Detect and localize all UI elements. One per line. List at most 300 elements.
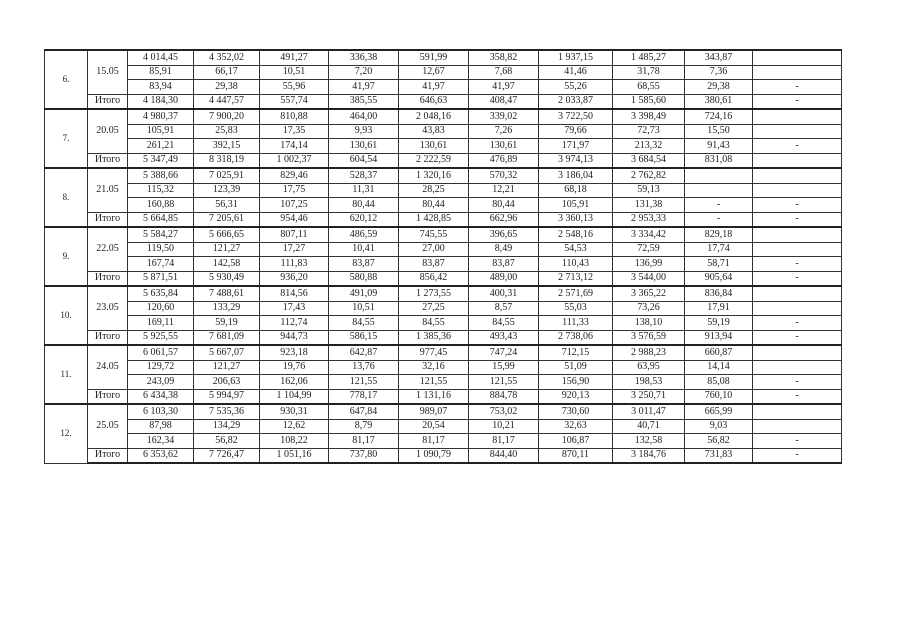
table-cell: 130,61 [469,139,539,154]
total-cell: 493,43 [469,330,539,345]
table-cell: 41,97 [399,80,469,95]
table-cell: 11,31 [329,183,399,198]
table-cell: 491,27 [260,50,329,65]
total-row [45,153,842,168]
table-cell: 29,38 [685,80,753,95]
table-cell: 7 535,36 [194,404,260,419]
total-cell: 905,64 [685,271,753,286]
table-cell: 665,99 [685,404,753,419]
table-row [45,183,842,198]
total-row [45,330,842,345]
total-cell: - [753,94,842,109]
table-cell: 3 722,50 [539,109,613,124]
table-cell: 7 488,61 [194,286,260,301]
table-cell: 66,17 [194,65,260,80]
data-table [44,49,842,464]
table-cell: 10,21 [469,419,539,434]
total-row [45,271,842,286]
group-number: 9. [45,227,88,286]
table-cell: 12,21 [469,183,539,198]
table-cell: 31,78 [613,65,685,80]
table-cell: 129,72 [128,360,194,375]
table-cell [753,50,842,65]
table-cell: 105,91 [539,198,613,213]
table-cell [753,183,842,198]
total-cell: 5 925,55 [128,330,194,345]
table-cell: 814,56 [260,286,329,301]
table-cell: 570,32 [469,168,539,183]
table-cell: 156,90 [539,375,613,390]
table-cell: 491,09 [329,286,399,301]
table-cell [753,404,842,419]
total-cell: 1 051,16 [260,448,329,463]
table-cell: 4 352,02 [194,50,260,65]
total-label: Итого [88,448,128,463]
table-row [45,375,842,390]
total-cell: 557,74 [260,94,329,109]
total-cell: 2 033,87 [539,94,613,109]
group-number: 8. [45,168,88,227]
total-cell: 646,63 [399,94,469,109]
table-row [45,168,842,183]
total-cell: 2 713,12 [539,271,613,286]
total-cell: 2 953,33 [613,212,685,227]
total-cell: 6 353,62 [128,448,194,463]
table-cell [753,109,842,124]
table-cell: 2 988,23 [613,345,685,360]
table-cell: 4 014,45 [128,50,194,65]
table-cell: 43,83 [399,124,469,139]
total-cell: 936,20 [260,271,329,286]
table-row [45,404,842,419]
table-cell: 80,44 [469,198,539,213]
total-cell: 6 434,38 [128,389,194,404]
table-cell: 810,88 [260,109,329,124]
total-cell: 7 726,47 [194,448,260,463]
table-cell: 85,08 [685,375,753,390]
table-cell: 807,11 [260,227,329,242]
table-cell: 8,49 [469,242,539,257]
table-row [45,80,842,95]
table-cell: 81,17 [399,434,469,449]
table-cell: 123,39 [194,183,260,198]
table-cell: 51,09 [539,360,613,375]
total-cell: 8 318,19 [194,153,260,168]
group-number: 11. [45,345,88,404]
table-cell: 17,43 [260,301,329,316]
table-cell: 829,46 [260,168,329,183]
total-cell: 731,83 [685,448,753,463]
table-cell: 17,91 [685,301,753,316]
table-row [45,227,842,242]
total-cell: 3 974,13 [539,153,613,168]
table-cell: 121,55 [329,375,399,390]
table-cell: - [753,434,842,449]
table-cell: 55,26 [539,80,613,95]
table-cell: 15,50 [685,124,753,139]
total-cell: 7 681,09 [194,330,260,345]
table-cell: 83,87 [329,257,399,272]
table-cell: 106,87 [539,434,613,449]
total-cell: 604,54 [329,153,399,168]
table-cell: 136,99 [613,257,685,272]
table-cell: 528,37 [329,168,399,183]
table-cell: 17,35 [260,124,329,139]
table-row [45,434,842,449]
table-cell: - [753,198,842,213]
group-number: 12. [45,404,88,463]
total-label: Итого [88,212,128,227]
total-cell [753,153,842,168]
table-cell: 1 320,16 [399,168,469,183]
table-cell: 747,24 [469,345,539,360]
table-cell: 9,03 [685,419,753,434]
table-cell: 84,55 [399,316,469,331]
total-cell: 920,13 [539,389,613,404]
table-cell: 56,82 [685,434,753,449]
table-cell: 730,60 [539,404,613,419]
table-cell: 7,36 [685,65,753,80]
table-cell: 68,18 [539,183,613,198]
table-row [45,257,842,272]
table-cell: 392,15 [194,139,260,154]
table-cell: 81,17 [469,434,539,449]
total-cell: 1 585,60 [613,94,685,109]
table-cell: 9,93 [329,124,399,139]
table-cell: 59,13 [613,183,685,198]
table-cell: - [753,139,842,154]
table-cell: 68,55 [613,80,685,95]
group-date: 23.05 [88,286,128,330]
total-cell: - [753,389,842,404]
table-cell: 131,38 [613,198,685,213]
total-cell: 5 347,49 [128,153,194,168]
table-cell: 56,82 [194,434,260,449]
table-cell: - [753,257,842,272]
table-cell: 10,51 [260,65,329,80]
table-cell [753,242,842,257]
table-cell: 54,53 [539,242,613,257]
total-cell: 3 360,13 [539,212,613,227]
table-cell: 1 485,27 [613,50,685,65]
group-number: 6. [45,50,88,109]
total-cell: 870,11 [539,448,613,463]
table-cell [685,183,753,198]
table-cell: 836,84 [685,286,753,301]
table-cell: 17,27 [260,242,329,257]
table-row [45,124,842,139]
table-cell: 6 103,30 [128,404,194,419]
total-row [45,94,842,109]
table-cell: 14,14 [685,360,753,375]
table-cell: 10,41 [329,242,399,257]
table-cell: 110,43 [539,257,613,272]
total-cell: 884,78 [469,389,539,404]
table-cell: 112,74 [260,316,329,331]
table-cell: 73,26 [613,301,685,316]
table-cell: 108,22 [260,434,329,449]
total-cell: 913,94 [685,330,753,345]
table-cell: 17,74 [685,242,753,257]
table-cell: 5 666,65 [194,227,260,242]
table-cell: - [685,198,753,213]
table-cell: 1 937,15 [539,50,613,65]
table-cell: 84,55 [469,316,539,331]
table-cell: 174,14 [260,139,329,154]
table-row [45,345,842,360]
total-cell: 580,88 [329,271,399,286]
table-cell: 55,03 [539,301,613,316]
table-cell: 72,73 [613,124,685,139]
group-date: 15.05 [88,50,128,94]
total-cell: 1 428,85 [399,212,469,227]
table-cell: 339,02 [469,109,539,124]
table-cell: 119,50 [128,242,194,257]
table-row [45,419,842,434]
table-cell [685,168,753,183]
group-date: 20.05 [88,109,128,153]
table-cell: 12,62 [260,419,329,434]
table-cell: 591,99 [399,50,469,65]
table-cell: 3 334,42 [613,227,685,242]
table-cell [753,345,842,360]
total-label: Итого [88,330,128,345]
table-cell: 358,82 [469,50,539,65]
total-cell: - [753,330,842,345]
table-cell: 32,63 [539,419,613,434]
total-cell: 954,46 [260,212,329,227]
total-cell: 7 205,61 [194,212,260,227]
table-cell: 3 186,04 [539,168,613,183]
table-cell: 13,76 [329,360,399,375]
table-cell: 3 398,49 [613,109,685,124]
table-cell: 343,87 [685,50,753,65]
table-cell: 107,25 [260,198,329,213]
total-label: Итого [88,94,128,109]
table-row [45,301,842,316]
table-cell: 56,31 [194,198,260,213]
table-cell: 138,10 [613,316,685,331]
total-cell: 778,17 [329,389,399,404]
total-cell: 5 994,97 [194,389,260,404]
table-cell: 28,25 [399,183,469,198]
table-cell: 83,94 [128,80,194,95]
table-cell: 464,00 [329,109,399,124]
table-cell: 121,55 [399,375,469,390]
table-cell [753,419,842,434]
table-cell: 660,87 [685,345,753,360]
table-cell: 132,58 [613,434,685,449]
total-cell: 831,08 [685,153,753,168]
table-cell: 27,00 [399,242,469,257]
total-cell: 3 544,00 [613,271,685,286]
table-cell: 7,20 [329,65,399,80]
table-cell: 213,32 [613,139,685,154]
total-cell: 4 447,57 [194,94,260,109]
total-cell: 662,96 [469,212,539,227]
table-cell: 7 900,20 [194,109,260,124]
table-cell [753,227,842,242]
total-cell: 380,61 [685,94,753,109]
table-cell: 83,87 [399,257,469,272]
total-cell: 3 576,59 [613,330,685,345]
total-row [45,448,842,463]
table-cell: 81,17 [329,434,399,449]
table-cell: 647,84 [329,404,399,419]
table-cell [753,286,842,301]
table-body [45,50,842,463]
group-date: 21.05 [88,168,128,212]
table-cell [753,65,842,80]
table-cell: 162,34 [128,434,194,449]
table-cell: 5 635,84 [128,286,194,301]
table-cell: 72,59 [613,242,685,257]
table-cell: 8,57 [469,301,539,316]
table-cell: 169,11 [128,316,194,331]
table-cell: - [753,375,842,390]
table-cell: 17,75 [260,183,329,198]
table-cell: 2 548,16 [539,227,613,242]
total-cell: 2 738,06 [539,330,613,345]
table-row [45,50,842,65]
total-cell: 1 131,16 [399,389,469,404]
table-cell: 121,27 [194,242,260,257]
table-cell: 7 025,91 [194,168,260,183]
table-row [45,198,842,213]
table-cell: 753,02 [469,404,539,419]
table-cell: 829,18 [685,227,753,242]
table-cell: 32,16 [399,360,469,375]
total-cell: - [753,271,842,286]
total-row [45,212,842,227]
table-cell: 85,91 [128,65,194,80]
table-cell [753,124,842,139]
table-cell: 336,38 [329,50,399,65]
total-cell: 5 664,85 [128,212,194,227]
total-cell: 944,73 [260,330,329,345]
table-cell: 486,59 [329,227,399,242]
table-cell: 10,51 [329,301,399,316]
table-cell: - [753,316,842,331]
total-cell: 1 104,99 [260,389,329,404]
table-cell: 91,43 [685,139,753,154]
table-cell: 121,55 [469,375,539,390]
table-cell: 134,29 [194,419,260,434]
table-cell: 27,25 [399,301,469,316]
group-date: 25.05 [88,404,128,448]
table-row [45,286,842,301]
table-row [45,242,842,257]
table-cell: 115,32 [128,183,194,198]
table-cell: 5 584,27 [128,227,194,242]
table-cell: 8,79 [329,419,399,434]
total-cell: 3 684,54 [613,153,685,168]
table-cell: 989,07 [399,404,469,419]
total-cell: - [685,212,753,227]
total-cell: 385,55 [329,94,399,109]
table-cell [753,168,842,183]
table-cell: 80,44 [329,198,399,213]
table-cell: 120,60 [128,301,194,316]
table-row [45,360,842,375]
table-cell: 41,46 [539,65,613,80]
table-cell: 400,31 [469,286,539,301]
table-cell: 206,63 [194,375,260,390]
table-cell: 243,09 [128,375,194,390]
total-cell: - [753,448,842,463]
table-cell: 5 388,66 [128,168,194,183]
table-cell: 745,55 [399,227,469,242]
table-cell: 105,91 [128,124,194,139]
total-cell: 1 090,79 [399,448,469,463]
table-cell: 162,06 [260,375,329,390]
table-cell: 7,26 [469,124,539,139]
table-cell: 7,68 [469,65,539,80]
table-cell: 2 571,69 [539,286,613,301]
total-cell: 476,89 [469,153,539,168]
table-cell: 977,45 [399,345,469,360]
table-cell: 6 061,57 [128,345,194,360]
group-number: 7. [45,109,88,168]
table-cell: 3 011,47 [613,404,685,419]
total-cell: 3 184,76 [613,448,685,463]
total-cell: 2 222,59 [399,153,469,168]
table-cell: 1 273,55 [399,286,469,301]
table-cell: 40,71 [613,419,685,434]
table-cell: 41,97 [469,80,539,95]
table-cell: 41,97 [329,80,399,95]
table-cell: 712,15 [539,345,613,360]
group-date: 22.05 [88,227,128,271]
table-cell: 55,96 [260,80,329,95]
total-cell: 489,00 [469,271,539,286]
total-cell: 620,12 [329,212,399,227]
table-cell [753,360,842,375]
total-cell: 408,47 [469,94,539,109]
table-cell: 2 048,16 [399,109,469,124]
table-cell: 930,31 [260,404,329,419]
table-cell: 59,19 [685,316,753,331]
table-cell: 111,83 [260,257,329,272]
table-cell: 198,53 [613,375,685,390]
total-label: Итого [88,153,128,168]
total-cell: 856,42 [399,271,469,286]
total-cell: 5 930,49 [194,271,260,286]
table-cell: 130,61 [329,139,399,154]
total-cell: 4 184,30 [128,94,194,109]
total-label: Итого [88,389,128,404]
table-cell: 724,16 [685,109,753,124]
total-cell: 5 871,51 [128,271,194,286]
table-cell: 396,65 [469,227,539,242]
table-cell: 84,55 [329,316,399,331]
total-cell: 1 385,36 [399,330,469,345]
total-cell: 844,40 [469,448,539,463]
table-cell: 59,19 [194,316,260,331]
table-cell: 160,88 [128,198,194,213]
table-cell: - [753,80,842,95]
total-cell: 586,15 [329,330,399,345]
table-cell: 142,58 [194,257,260,272]
table-cell [753,301,842,316]
total-cell: 3 250,71 [613,389,685,404]
table-cell: 83,87 [469,257,539,272]
table-cell: 171,97 [539,139,613,154]
total-cell: 737,80 [329,448,399,463]
table-cell: 20,54 [399,419,469,434]
table-cell: 15,99 [469,360,539,375]
table-cell: 19,76 [260,360,329,375]
